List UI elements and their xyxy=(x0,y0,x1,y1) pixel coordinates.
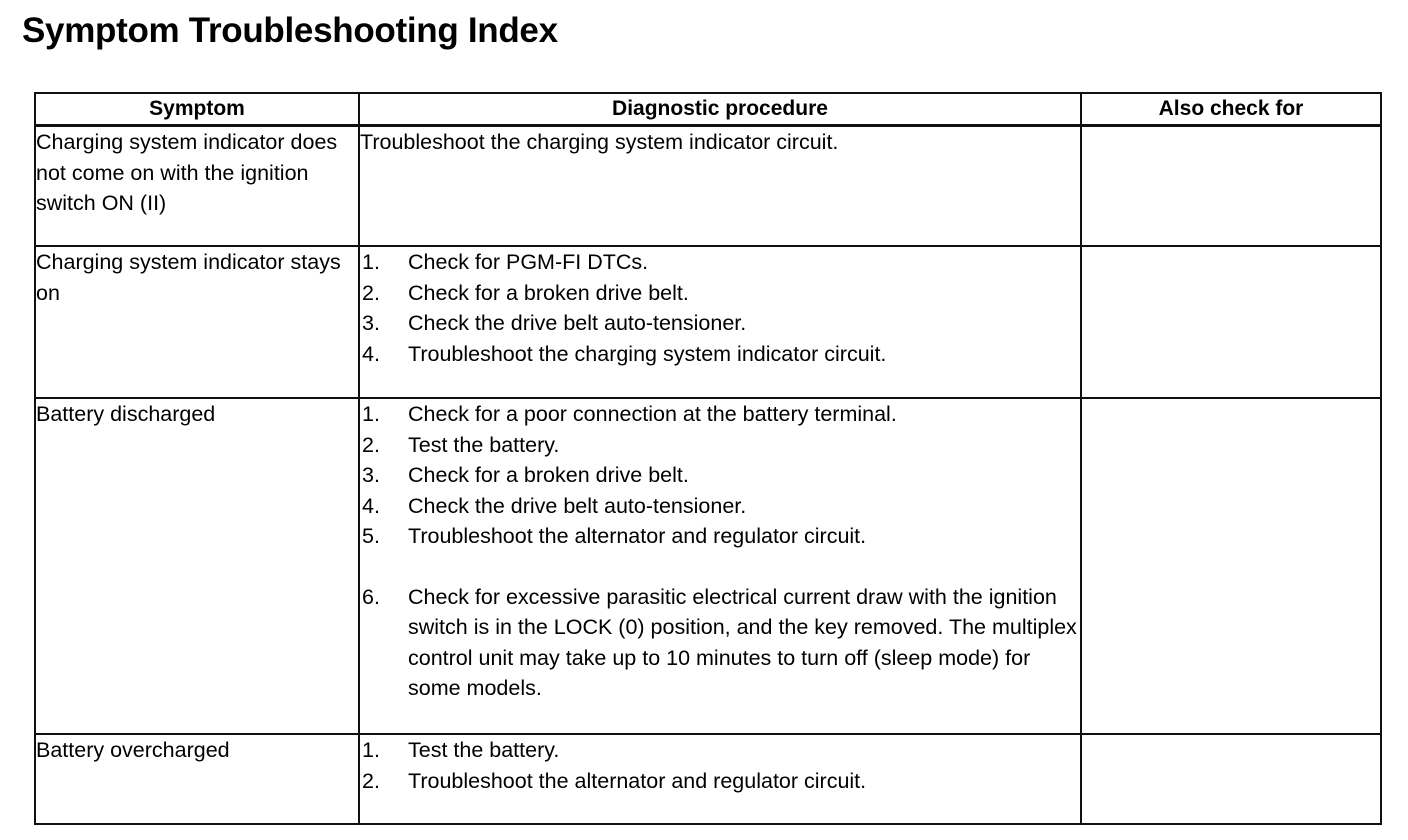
step-text: Check for PGM-FI DTCs. xyxy=(408,250,649,274)
step-number: 2. xyxy=(362,432,380,457)
table-row xyxy=(35,126,1381,247)
procedure-step xyxy=(360,247,1080,278)
step-number: 6. xyxy=(362,584,380,609)
also-check-cell xyxy=(1081,398,1381,734)
procedure-steps xyxy=(360,247,1080,369)
step-number: 4. xyxy=(362,493,380,518)
also-check-cell xyxy=(1081,126,1381,247)
header-also-check-for: Also check for xyxy=(1081,93,1381,126)
step-text: Troubleshoot the alternator and regulator circuit. xyxy=(408,768,867,793)
step-text: Check the drive belt auto-tensioner. xyxy=(408,311,747,335)
procedure-step xyxy=(360,460,1080,491)
procedure-step xyxy=(360,399,1080,430)
procedure-text: Troubleshoot the charging system indicator circuit. xyxy=(360,130,839,154)
table-row xyxy=(35,246,1381,398)
symptom-cell: Battery overcharged xyxy=(35,734,359,824)
procedure-cell xyxy=(359,246,1081,398)
symptom-cell: Battery discharged xyxy=(35,398,359,734)
step-number: 1. xyxy=(362,738,380,762)
header-symptom: Symptom xyxy=(35,93,359,126)
procedure-cell xyxy=(359,734,1081,824)
procedure-step xyxy=(360,278,1080,309)
step-number: 2. xyxy=(362,768,380,793)
step-number: 1. xyxy=(362,402,380,426)
procedure-step xyxy=(360,430,1080,461)
step-number: 4. xyxy=(362,341,380,366)
symptom-cell: Charging system indicator stays on xyxy=(35,246,359,398)
header-diagnostic-procedure: Diagnostic procedure xyxy=(359,93,1081,126)
step-text: Check for excessive parasitic electrical current draw with the ignition switch is in the LOCK (0) position, and the key removed. The multiplex control unit may take up to 10 minutes to turn off (sleep mode) for some models. xyxy=(408,584,1077,700)
procedure-step xyxy=(360,766,1080,797)
procedure-cell xyxy=(359,126,1081,247)
procedure-step xyxy=(360,491,1080,522)
symptom-table xyxy=(34,92,1382,825)
procedure-step xyxy=(360,735,1080,766)
procedure-step xyxy=(360,521,1080,552)
procedure-step xyxy=(360,582,1080,704)
step-text: Test the battery. xyxy=(408,738,560,762)
step-text: Check for a broken drive belt. xyxy=(408,280,689,305)
procedure-steps xyxy=(360,399,1080,704)
table-header-row xyxy=(35,93,1381,126)
procedure-step xyxy=(360,339,1080,370)
step-number: 3. xyxy=(362,311,380,335)
symptom-cell: Charging system indicator does not come on with the ignition switch ON (II) xyxy=(35,126,359,247)
step-text: Check for a poor connection at the battery terminal. xyxy=(408,402,897,426)
table-row xyxy=(35,398,1381,734)
step-text: Troubleshoot the charging system indicator circuit. xyxy=(408,341,887,366)
procedure-steps xyxy=(360,735,1080,796)
step-number: 3. xyxy=(362,463,380,487)
step-text: Test the battery. xyxy=(408,432,560,457)
procedure-step xyxy=(360,308,1080,339)
step-text: Check for a broken drive belt. xyxy=(408,463,689,487)
procedure-cell xyxy=(359,398,1081,734)
step-number: 2. xyxy=(362,280,380,305)
step-number: 1. xyxy=(362,250,380,274)
step-text: Troubleshoot the alternator and regulator circuit. xyxy=(408,524,867,548)
page-title: Symptom Troubleshooting Index xyxy=(22,11,558,50)
table-row xyxy=(35,734,1381,824)
also-check-cell xyxy=(1081,246,1381,398)
also-check-cell xyxy=(1081,734,1381,824)
step-text: Check the drive belt auto-tensioner. xyxy=(408,493,747,518)
step-number: 5. xyxy=(362,524,380,548)
